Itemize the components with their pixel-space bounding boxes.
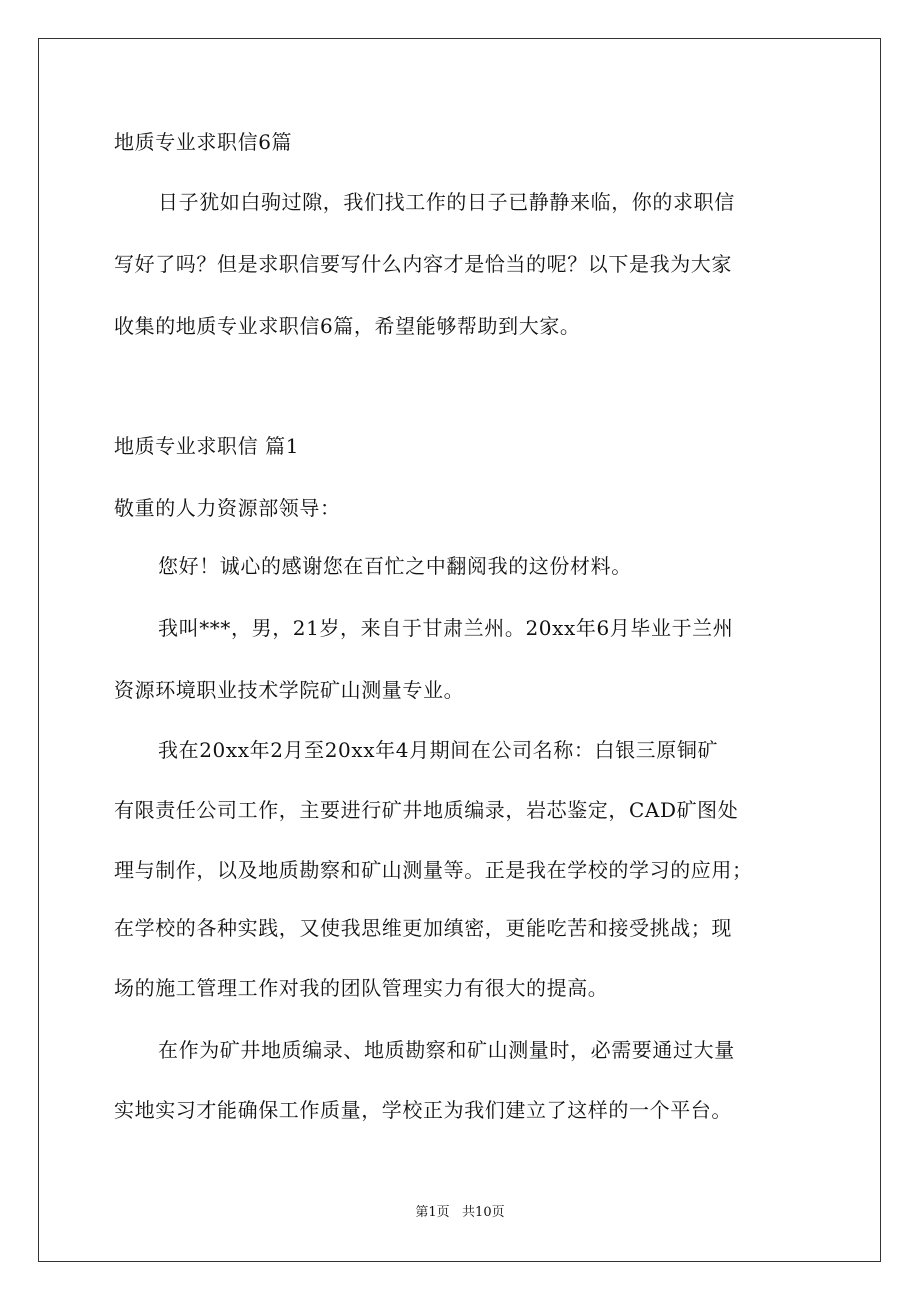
- body-line: 您好！诚心的感谢您在百忙之中翻阅我的这份材料。: [158, 554, 632, 578]
- salutation: 敬重的人力资源部领导：: [114, 496, 341, 520]
- body-line: 理与制作，以及地质勘察和矿山测量等。正是我在学校的学习的应用；: [114, 858, 753, 882]
- body-line: 有限责任公司工作，主要进行矿井地质编录，岩芯鉴定，CAD矿图处: [114, 798, 739, 822]
- body-line: 我叫***，男，21岁，来自于甘肃兰州。20xx年6月毕业于兰州: [158, 616, 734, 640]
- intro-line: 收集的地质专业求职信6篇，希望能够帮助到大家。: [114, 314, 581, 338]
- body-line: 资源环境职业技术学院矿山测量专业。: [114, 678, 465, 702]
- section-heading: 地质专业求职信 篇1: [114, 434, 300, 458]
- body-line: 场的施工管理工作对我的团队管理实力有很大的提高。: [114, 976, 609, 1000]
- intro-line: 日子犹如白驹过隙，我们找工作的日子已静静来临，你的求职信: [158, 190, 735, 214]
- page-number: 第1页 共10页: [415, 1205, 505, 1220]
- body-line: 我在20xx年2月至20xx年4月期间在公司名称：白银三原铜矿: [158, 738, 719, 762]
- body-line: 在作为矿井地质编录、地质勘察和矿山测量时，必需要通过大量: [158, 1038, 735, 1062]
- body-line: 在学校的各种实践，又使我思维更加缜密，更能吃苦和接受挑战；现: [114, 916, 732, 940]
- intro-line: 写好了吗？但是求职信要写什么内容才是恰当的呢？以下是我为大家: [114, 252, 732, 276]
- document-title: 地质专业求职信6篇: [114, 130, 293, 154]
- body-line: 实地实习才能确保工作质量，学校正为我们建立了这样的一个平台。: [114, 1098, 732, 1122]
- page-border: [38, 38, 881, 1262]
